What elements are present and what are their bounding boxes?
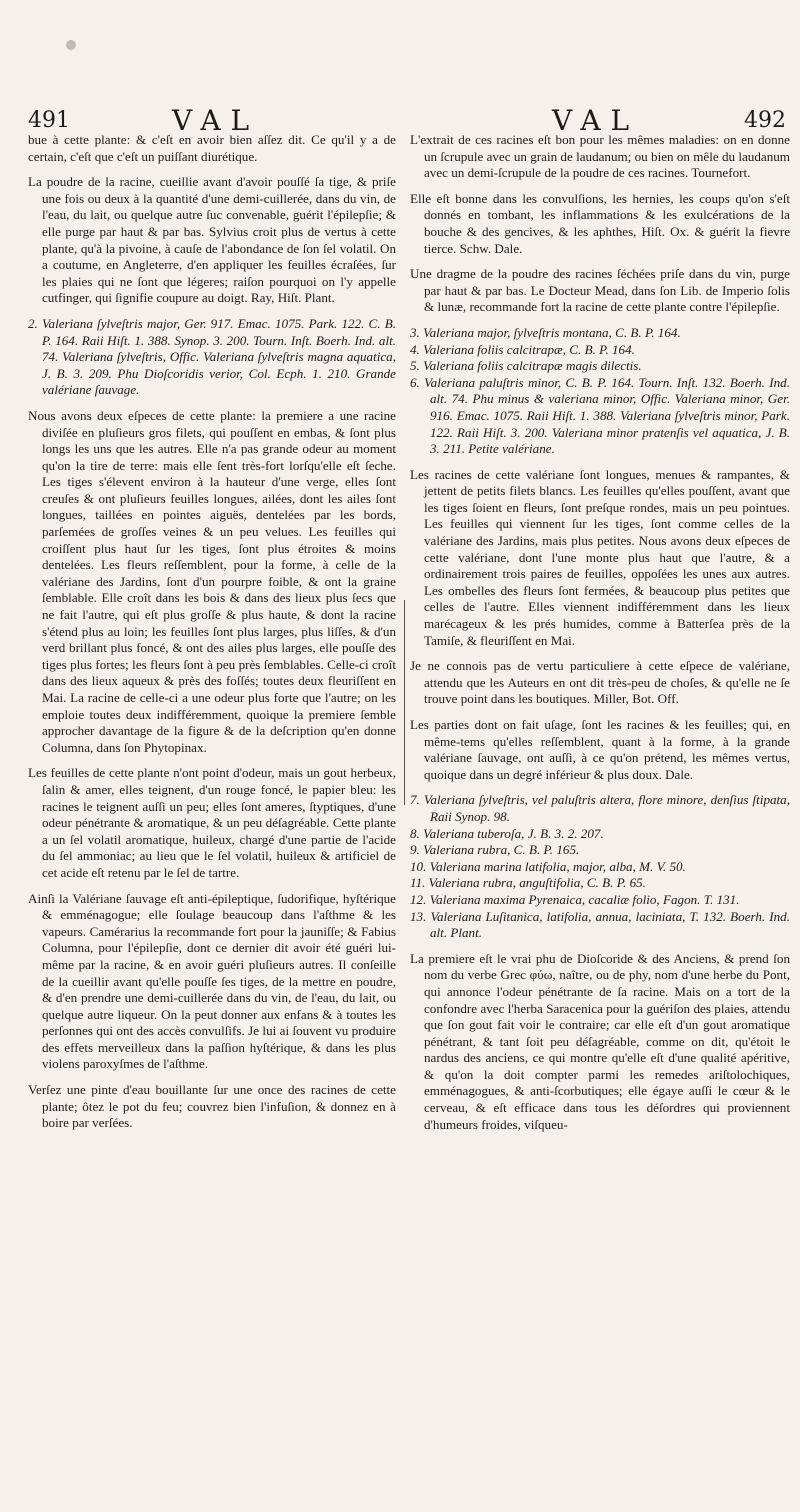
paragraph: Nous avons deux eſpeces de cette plante: la premiere a une racine diviſée en pluſieurs gros filets, qui pouſſent en embas, & ſont plus longs les uns que les autres. Elle n'a pas grande odeur au moment qu'on la tire de terre: mais elle ſent très-fort lorſqu'elle eſt ſeche. Les tiges s'élevent environ à la hauteur d'une verge, elles ſont creuſes & ont pluſieurs feuilles longues, ailées, dont les ailes ſont longues, taillées en pointes aiguës, dentelées par les bords, parſemées de groſſes veines & un peu velues. Les feuilles qui croiſſent plus haut ſur les tiges, ſont plus étroites & moins dentelées. Les fleurs reſſemblent, pour la forme, à celle de la valériane des Jardins, ſont d'un pourpre foible, & ont la graine ſemblable. Elle croît dans les bois & dans des lieux plus ſecs que ne fait l'autre, qui eſt plus groſſe & plus haute, & dont la racine s'étend plus au loin; les feuilles ſont plus larges, plus liſſes, & d'un verd brillant plus foncé, & ont des ailes plus larges, elle pouſſe des tiges plus fortes; les fleurs ſont à peu près ſemblables. Celle-ci croît dans des lieux aqueux & près des foſſés; toutes deux fleuriſſent en Mai. La racine de celle-ci a une odeur plus forte que l'autre; on les emploie toutes deux indifféremment, quoique la premiere ſemble approcher davantage de la figure & de la deſcription qu'en donne Columna, dans ſon Phytopinax. [28, 407, 396, 755]
species-entry: 9. Valeriana rubra, C. B. P. 165. [410, 842, 580, 858]
species-entry: 10. Valeriana marina latifolia, major, alba, M. V. 50. [410, 858, 686, 874]
paragraph: Je ne connois pas de vertu particuliere à cette eſpece de valériane, attendu que les Auteurs en ont dit très-peu de choſes, & qu'elle ne ſe trouve point dans les boutiques. Miller, Bot. Off. [410, 658, 790, 707]
species-entry: 8. Valeriana tuberoſa, J. B. 3. 2. 207. [410, 825, 604, 841]
species-entry: 13. Valeriana Luſitanica, latifolia, annua, laciniata, T. 132. Boerh. Ind. alt. Plant. [410, 908, 790, 941]
species-list [410, 325, 790, 458]
left-running-head: VAL [172, 104, 260, 137]
species-entry: 5. Valeriana foliis calcitrapæ magis dilectis. [410, 358, 642, 374]
species-entry: 12. Valeriana maxima Pyrenaica, cacaliæ folio, Fagon. T. 131. [410, 891, 740, 907]
species-entry: 3. Valeriana major, ſylveſtris montana, C. B. P. 164. [410, 324, 681, 340]
paragraph: Les racines de cette valériane ſont longues, menues & rampantes, & jettent de petits filets blancs. Les feuilles qu'elles pouſſent, avant que les tiges ſoient en fleurs, ſont preſque rondes, mais un peu pointues. Les feuilles qui viennent ſur les tiges, ſont comme celles de la valériane des Jardins, mais plus petites. Nous avons deux eſpeces de cette valériane, dont l'une monte plus haut que l'autre, & a ordinairement trois paires de feuilles, oppoſées les unes aux autres. Les ombelles des fleurs ſont fermées, & beaucoup plus petites que celles de l'autre. Elles viennent indifféremment dans les lieux marécageux & les prés humides, comme à Batterſea près de la Tamiſe, & fleuriſſent en Mai. [410, 466, 790, 648]
species-entry: 4. Valeriana foliis calcitrapæ, C. B. P. 164. [410, 341, 635, 357]
species-list [410, 792, 790, 941]
left-page-number: 491 [28, 108, 70, 133]
paragraph: Les feuilles de cette plante n'ont point d'odeur, mais un gout herbeux, ſalin & amer, elles teignent, d'un rouge foncé, le papier bleu: les racines le teignent auſſi un peu; elles ſont ameres, ſtyptiques, d'une odeur pénétrante & aromatique, & un peu déſagréable. Cette plante a un ſel volatil aromatique, huileux, chargé d'une partie de l'acide du ſel ammoniac; au lieu que le ſel volatil, huileux & artificiel de cet acide eſt retenu par le ſel de tartre. [28, 765, 396, 880]
column-divider [404, 600, 405, 805]
paragraph: La poudre de la racine, cueillie avant d'avoir pouſſé ſa tige, & priſe une fois ou deux à la quantité d'une demi-cuillerée, dans du vin, de l'eau, du lait, ou quelque autre ſuc convenable, guérit l'épilepſie; & elle purge par haut & par bas. Sylvius croit plus de vertus à cette plante, qu'à la pivoine, à cauſe de l'abondance de ſon ſel volatil. On a coutume, en Angleterre, d'en appliquer les feuilles écraſées, ſur les plaies qui ne ſont que légeres; raiſon pourquoi on l'y appelle cutfinger, qui ſignifie coupure au doigt. Ray, Hiſt. Plant. [28, 174, 396, 306]
right-column [410, 132, 790, 1142]
species-entry: 2. Valeriana ſylveſtris major, Ger. 917. Emac. 1075. Park. 122. C. B. P. 164. Raii Hiſt. 1. 388. Synop. 3. 200. Tourn. Inſt. Boerh. Ind. alt. 74. Valeriana ſylveſtris, Offic. Valeriana ſylveſtris magna aquatica, J. B. 3. 209. Phu Dioſcoridis verior, Col. Ecph. 1. 210. Grande valériane ſauvage. [28, 315, 396, 398]
paragraph: bue à cette plante: & c'eſt en avoir bien aſſez dit. Ce qu'il y a de certain, c'eſt que c'eſt un puiſſant diurétique. [28, 132, 396, 164]
species-entry: 6. Valeriana paluſtris minor, C. B. P. 164. Tourn. Inſt. 132. Boerh. Ind. alt. 74. Phu minus & valeriana minor, Offic. Valeriana minor, Ger. 916. Emac. 1075. Raii Hiſt. 1. 388. Valeriana ſylveſtris minor, Park. 122. Raii Hiſt. 3. 200. Valeriana minor pratenſis vel aquatica, J. B. 3. 211. Petite valériane. [410, 374, 790, 457]
paragraph: Verſez une pinte d'eau bouillante ſur une once des racines de cette plante; ôtez le pot du feu; couvrez bien l'infuſion, & donnez en à boire par verſées. [28, 1082, 396, 1131]
left-column [28, 132, 396, 1141]
paragraph: Ainſi la Valériane ſauvage eſt anti-épileptique, ſudorifique, hyſtérique & emménagogue; elle ſoulage beaucoup dans l'aſthme & les vapeurs. Camérarius la recommande fort pour la jauniſſe; & Fabius Columna, pour l'épilepſie, dont ce dernier dit avoir été guéri lui-même par la racine, & en avoir guéri pluſieurs autres. Il conſeille de la cueillir avant qu'elle pouſſe ſes tiges, de la mettre en poudre, & d'en prendre une demi-cuillerée dans du vin, de l'eau, du lait, ou quelque autre liqueur. On la peut donner aux enfans & à toutes les perſonnes qui ont des accès convulſifs. Je lui ai ſouvent vu produire des effets merveilleux dans la paſſion hyſtérique, & dans les plus violens paroxyſmes de l'aſthme. [28, 890, 396, 1072]
paragraph: Elle eſt bonne dans les convulſions, les hernies, les coups qu'on s'eſt donnés en tombant, les inflammations & les exulcérations de la bouche & des gencives, & les aphthes, Hiſt. Ox. & guérit la fievre tierce. Schw. Dale. [410, 190, 790, 256]
right-running-head: VAL [552, 104, 640, 137]
species-entry: 11. Valeriana rubra, anguſtifolia, C. B. P. 65. [410, 875, 646, 891]
species-entry: 7. Valeriana ſylveſtris, vel paluſtris altera, flore minore, denſius ſtipata, Raii Synop. 98. [410, 792, 790, 824]
paragraph: Une dragme de la poudre des racines ſéchées priſe dans du vin, purge par haut & par bas. Le Docteur Mead, dans ſon Lib. de Imperio ſolis & lunæ, recommande fort la racine de cette plante contre l'épilepſie. [410, 266, 790, 315]
paragraph: Les parties dont on fait uſage, ſont les racines & les feuilles; qui, en même-tems qu'elles reſſemblent, quant à la forme, à la grande valériane ſauvage, ont auſſi, à ce qu'on prétend, les mêmes vertus, quoique dans un degré inférieur & plus doux. Dale. [410, 717, 790, 782]
paragraph: La premiere eſt le vrai phu de Dioſcoride & des Anciens, & prend ſon nom du verbe Grec φύω, naître, ou de phy, nom d'une herbe du Pont, qui annonce l'odeur pénétrante de ſa racine. Mais on a tort de la confondre avec l'herba Saracenica pour la guériſon des plaies, attendu que ſon gout fait voir le contraire; car elle eſt d'un gout aromatique pénétrant, & tant ſoit peu déſagréable, comme on dit, qu'étoit le nardus des anciens, ce qui montre qu'elle eſt d'une qualité apéritive, & qu'on la doit compter parmi les remedes ariſtolochiques, emménagogues, & anti-ſcorbutiques; elle égaye auſſi le cœur & le cerveau, & eſt efficace dans tous les déſordres qui proviennent d'humeurs froides, viſqueu- [410, 950, 790, 1132]
paragraph: L'extrait de ces racines eſt bon pour les mêmes maladies: on en donne un ſcrupule avec un grain de laudanum; ou bien on mêle du laudanum avec un demi-ſcrupule de la poudre de ces racines. Tournefort. [410, 132, 790, 181]
ink-spot [66, 40, 76, 50]
right-page-number: 492 [744, 108, 786, 133]
